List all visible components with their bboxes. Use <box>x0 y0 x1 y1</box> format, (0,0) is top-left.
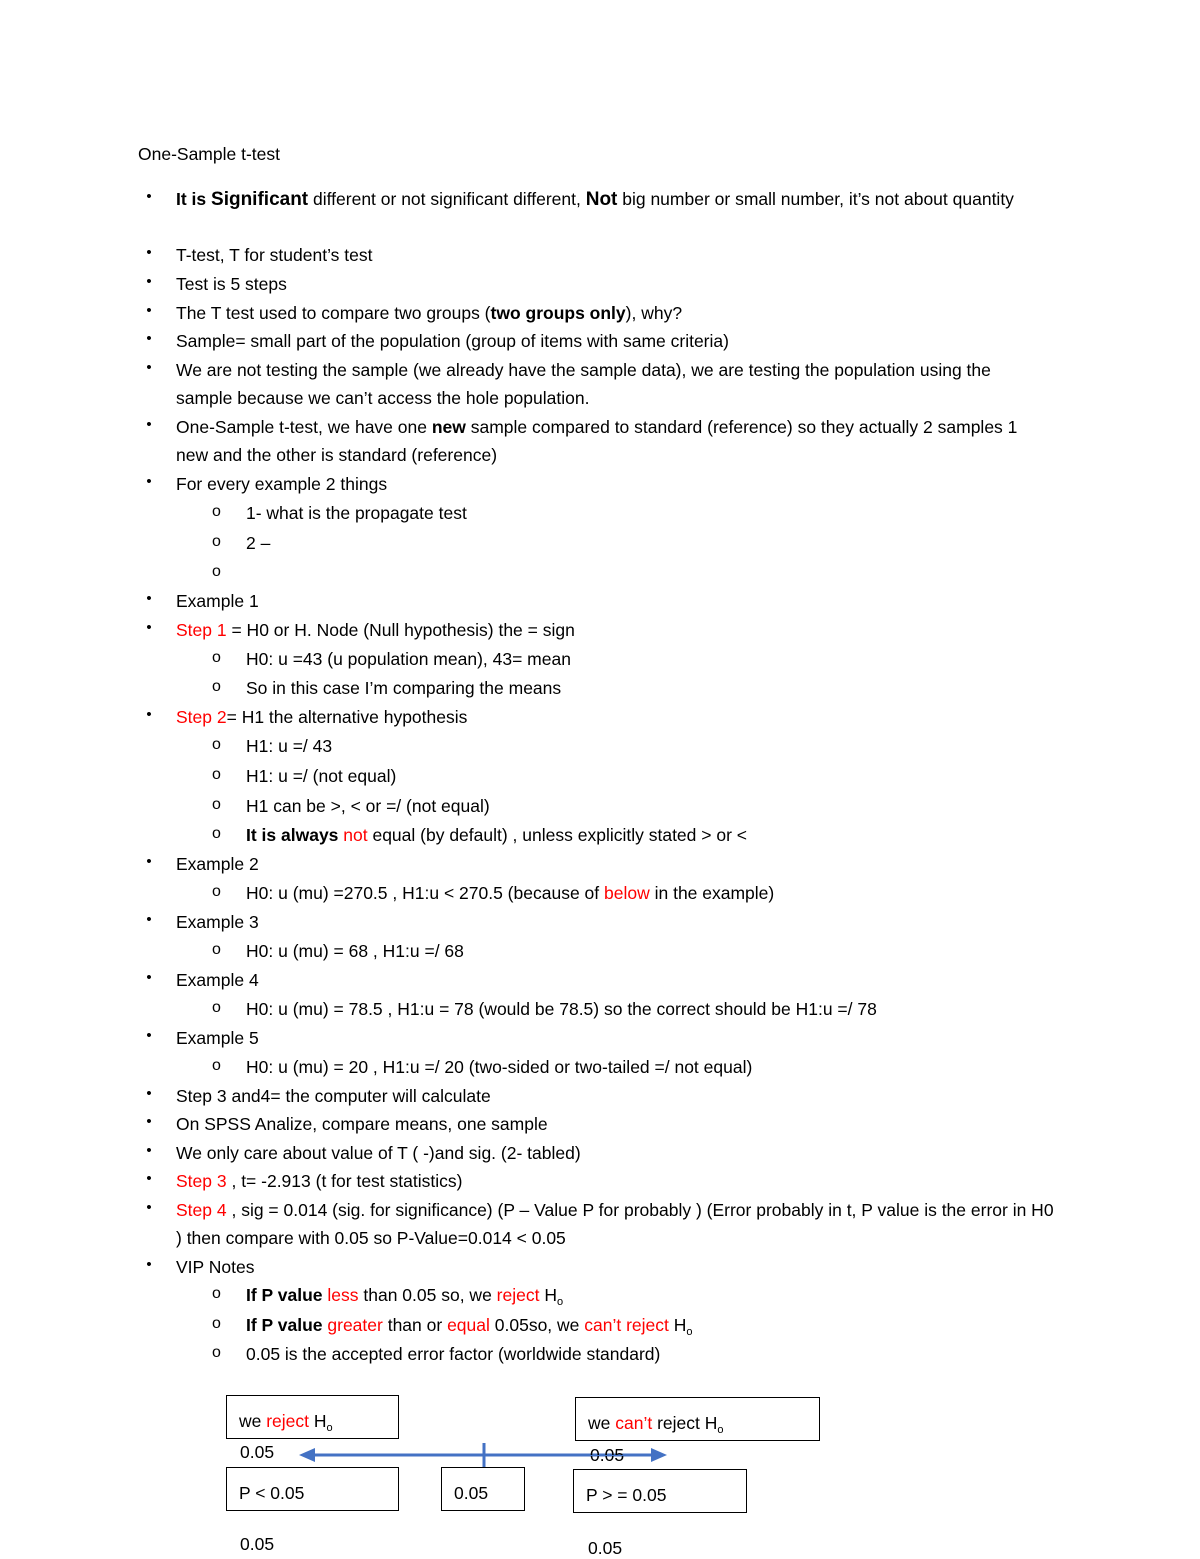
bullet-dot: • <box>146 416 152 433</box>
page-title: One-Sample t-test <box>138 144 280 164</box>
bullet-dot: • <box>146 188 152 205</box>
sub-list-item: H0: u (mu) = 78.5 , H1:u = 78 (would be 78.5) so the correct should be H1:u =/ 78 <box>246 999 877 1019</box>
bullet-dot: • <box>146 1142 152 1159</box>
list-item: Step 4 , sig = 0.014 (sig. for significance) (P – Value P for probably ) (Error probably in t, P value is the error in H0 ) then compare with 0.05 so P-Value=0.014 < 0.05 <box>176 1200 1054 1248</box>
list-item: Example 5 <box>176 1028 259 1048</box>
bullet-circle: o <box>212 796 221 813</box>
sub-list-item: So in this case I’m comparing the means <box>246 678 562 698</box>
list-item: We only care about value of T ( -)and sig. (2- tabled) <box>176 1143 581 1163</box>
list-item: Step 3 and4= the computer will calculate <box>176 1086 491 1106</box>
sub-list-item: 1- what is the propagate test <box>246 503 467 523</box>
sub-list-item: 0.05 is the accepted error factor (worldwide standard) <box>246 1344 661 1364</box>
below-right-label: 0.05 <box>588 1538 623 1558</box>
bullet-circle: o <box>212 649 221 666</box>
list-item: We are not testing the sample (we already have the sample data), we are testing the population using the sample because we can’t access the hole population. <box>176 360 991 408</box>
bullet-circle: o <box>212 999 221 1016</box>
bullet-dot: • <box>146 1085 152 1102</box>
bullet-dot: • <box>146 853 152 870</box>
bullet-dot: • <box>146 969 152 986</box>
sub-list-item: H1: u =/ 43 <box>246 736 333 756</box>
bullet-circle: o <box>212 736 221 753</box>
list-item: Step 2= H1 the alternative hypothesis <box>176 707 468 727</box>
bullet-dot: • <box>146 330 152 347</box>
list-item: The T test used to compare two groups (two groups only), why? <box>176 303 683 323</box>
list-item: Example 4 <box>176 970 259 990</box>
list-item: One-Sample t-test, we have one new sample compared to standard (reference) so they actually 2 samples 1 new and the other is standard (reference) <box>176 417 1018 465</box>
bullet-circle: o <box>212 503 221 520</box>
sub-list-item: If P value greater than or equal 0.05so, we can’t reject $H_o$ <box>246 1315 693 1338</box>
bullet-dot: • <box>146 359 152 376</box>
p-greater-box: P > = 0.05 <box>573 1469 747 1513</box>
bullet-circle: o <box>212 563 221 580</box>
bullet-dot: • <box>146 619 152 636</box>
sub-list-item: H0: u =43 (u population mean), 43= mean <box>246 649 571 669</box>
bullet-circle: o <box>212 533 221 550</box>
bullet-circle: o <box>212 941 221 958</box>
bullet-dot: • <box>146 911 152 928</box>
list-item: Sample= small part of the population (group of items with same criteria) <box>176 331 729 351</box>
right-threshold-label: 0.05 <box>590 1445 625 1465</box>
sub-list-item: H0: u (mu) = 68 , H1:u =/ 68 <box>246 941 464 961</box>
bullet-dot: • <box>146 590 152 607</box>
list-item: Test is 5 steps <box>176 274 287 294</box>
bullet-dot: • <box>146 1170 152 1187</box>
sub-list-item: H0: u (mu) =270.5 , H1:u < 270.5 (because of below in the example) <box>246 883 775 903</box>
list-item: VIP Notes <box>176 1257 255 1277</box>
bullet-dot: • <box>146 244 152 261</box>
sub-list-item: H1: u =/ (not equal) <box>246 766 397 786</box>
p-less-box: P < 0.05 <box>226 1467 399 1511</box>
bullet-dot: • <box>146 1027 152 1044</box>
bullet-dot: • <box>146 1113 152 1130</box>
list-item: Example 2 <box>176 854 259 874</box>
bullet-circle: o <box>212 678 221 695</box>
bullet-circle: o <box>212 766 221 783</box>
reject-box: we reject $H_o$ <box>226 1395 399 1439</box>
bullet-circle: o <box>212 1344 221 1361</box>
left-threshold-label: 0.05 <box>240 1442 275 1462</box>
bullet-dot: • <box>146 473 152 490</box>
bullet-dot: • <box>146 706 152 723</box>
bullet-circle: o <box>212 883 221 900</box>
sub-list-item: H1 can be >, < or =/ (not equal) <box>246 796 490 816</box>
bullet-dot: • <box>146 1256 152 1273</box>
bullet-circle: o <box>212 1315 221 1332</box>
list-item: T-test, T for student’s test <box>176 245 373 265</box>
list-item: For every example 2 things <box>176 474 388 494</box>
sub-list-item: H0: u (mu) = 20 , H1:u =/ 20 (two-sided or two-tailed =/ not equal) <box>246 1057 753 1077</box>
list-item: Example 3 <box>176 912 259 932</box>
bullet-dot: • <box>146 1199 152 1216</box>
bullet-circle: o <box>212 825 221 842</box>
sub-list-item: It is always not equal (by default) , unless explicitly stated > or < <box>246 825 747 845</box>
bullet-dot: • <box>146 302 152 319</box>
list-item: It is Significant different or not significant different, Not big number or small number, it’s not about quantity <box>176 189 1014 210</box>
list-item: On SPSS Analize, compare means, one sample <box>176 1114 548 1134</box>
list-item: Example 1 <box>176 591 259 611</box>
cant-reject-box: we can’t reject $H_o$ <box>575 1397 820 1441</box>
sub-list-item: If P value less than 0.05 so, we reject $H_o$ <box>246 1285 564 1308</box>
list-item: Step 1 = H0 or H. Node (Null hypothesis) the = sign <box>176 620 575 640</box>
below-left-label: 0.05 <box>240 1534 275 1554</box>
bullet-dot: • <box>146 273 152 290</box>
list-item: Step 3 , t= -2.913 (t for test statistics) <box>176 1171 463 1191</box>
sub-list-item: 2 – <box>246 533 271 553</box>
bullet-circle: o <box>212 1285 221 1302</box>
threshold-box: 0.05 <box>441 1467 525 1511</box>
bullet-circle: o <box>212 1057 221 1074</box>
